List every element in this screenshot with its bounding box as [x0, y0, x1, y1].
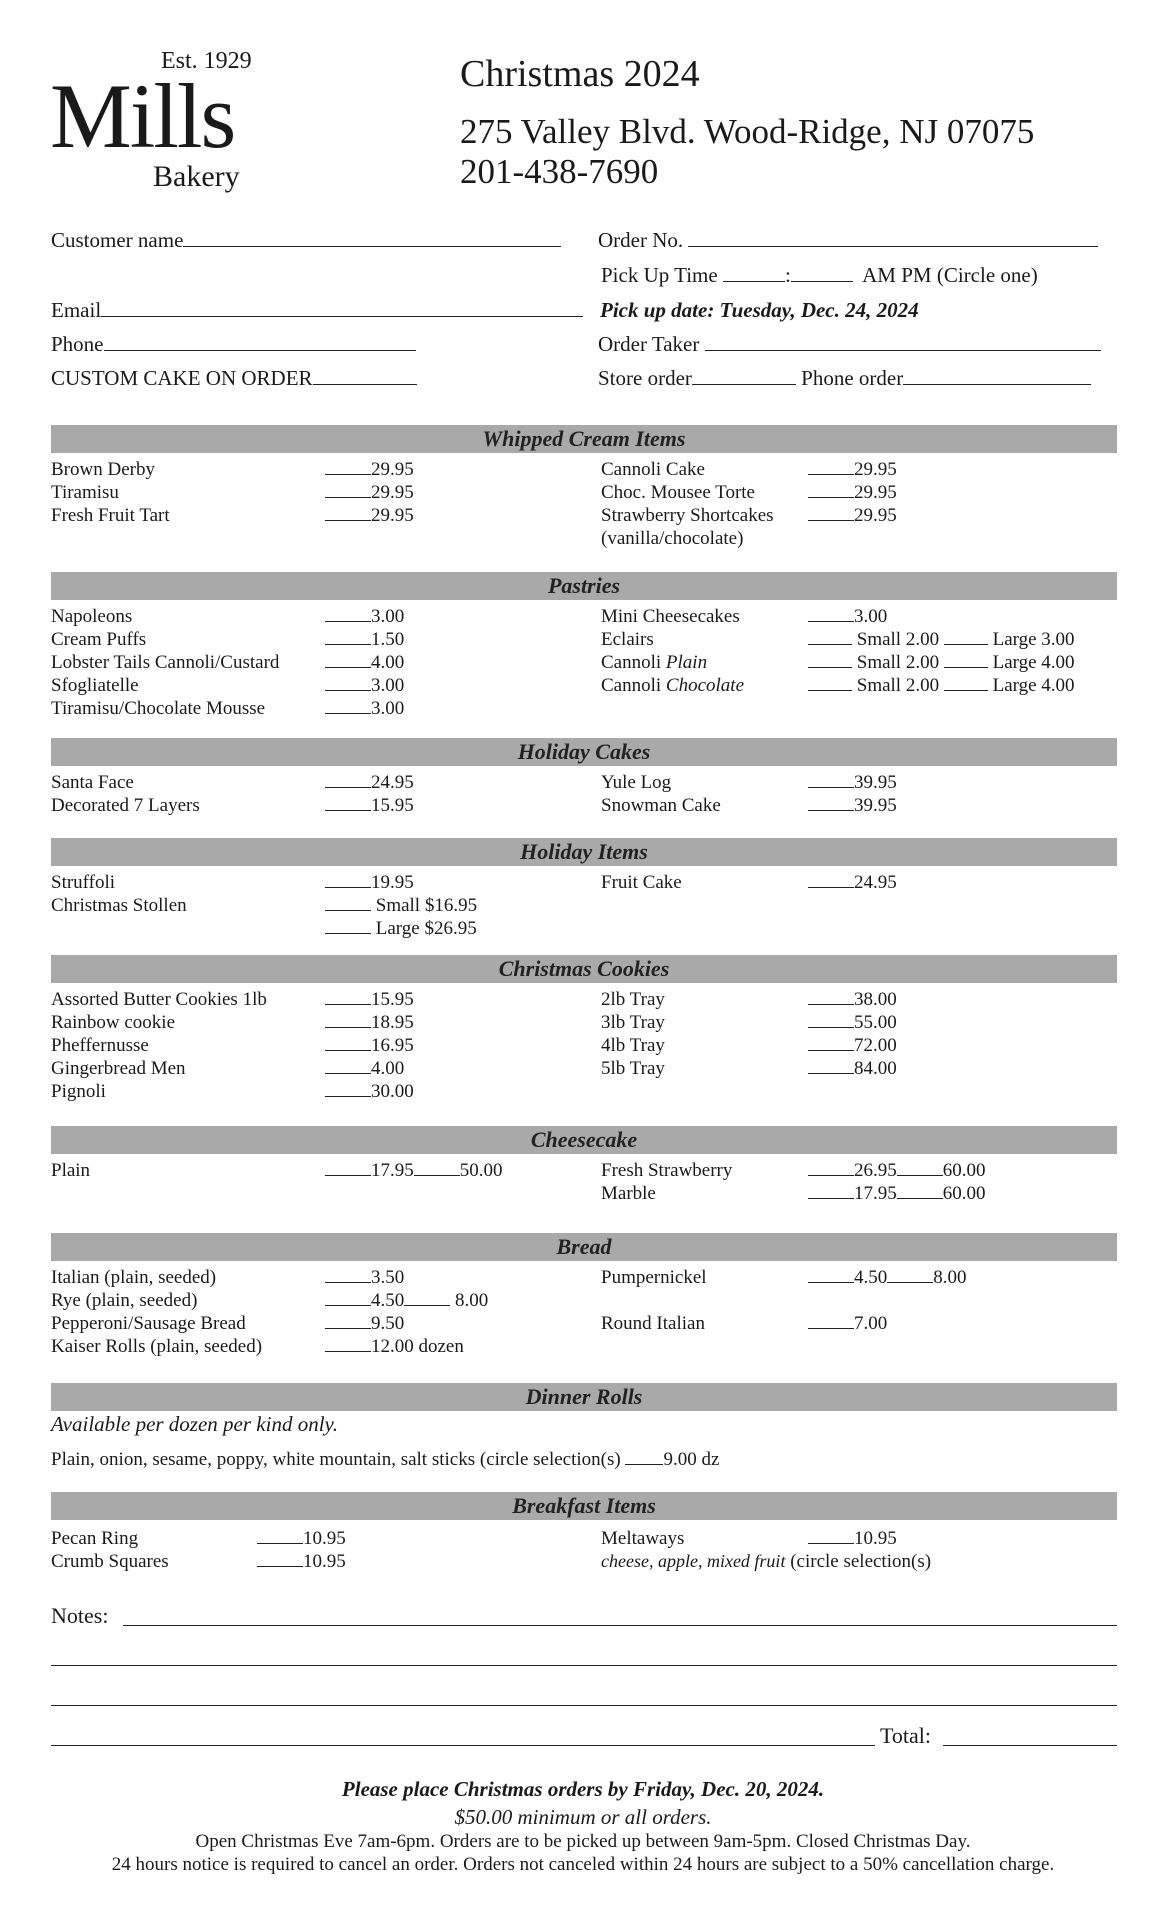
item-name: Decorated 7 Layers — [51, 795, 200, 816]
price: 1.50 — [371, 629, 405, 650]
cookies-left-names — [51, 988, 267, 1103]
item-name: Gingerbread Men — [51, 1058, 186, 1079]
qty-blank[interactable] — [808, 1312, 854, 1329]
qty-blank[interactable] — [944, 651, 988, 668]
phone-order-line[interactable] — [903, 383, 1091, 385]
item-name: Pignoli — [51, 1081, 106, 1102]
price: 29.95 — [371, 482, 414, 503]
order-taker-field[interactable] — [598, 332, 1101, 357]
qty-blank[interactable] — [325, 674, 371, 691]
qty-blank[interactable] — [808, 1182, 854, 1199]
customer-name-line[interactable] — [183, 245, 561, 247]
pickup-minute-line[interactable] — [791, 280, 853, 282]
store-phone: 201-438-7690 — [460, 152, 659, 191]
price: 10.95 — [303, 1551, 346, 1572]
qty-blank[interactable] — [325, 1034, 371, 1051]
price: 3.00 — [854, 606, 888, 627]
price: 29.95 — [854, 459, 897, 480]
phone-field[interactable] — [51, 332, 416, 357]
notes-label: Notes: — [51, 1603, 109, 1628]
order-deadline: Please place Christmas orders by Friday, Dec. 20, 2024. — [341, 1777, 825, 1801]
price: 39.95 — [854, 795, 897, 816]
qty-blank[interactable] — [944, 628, 988, 645]
store-order-line[interactable] — [692, 383, 796, 385]
section-header-whipped-cream: Whipped Cream Items — [51, 425, 1117, 453]
price: 15.95 — [371, 795, 414, 816]
price: 19.95 — [371, 872, 414, 893]
holiday-cakes-left-names — [51, 771, 200, 817]
price: 4.00 — [371, 652, 405, 673]
qty-blank[interactable] — [325, 1289, 371, 1306]
pickup-time-colon: : — [784, 263, 791, 287]
qty-size-price[interactable]: Small 2.00 Large 3.00 — [808, 628, 1075, 651]
total-line[interactable] — [943, 1723, 1117, 1746]
item-name: Cannoli Cake — [601, 459, 705, 480]
notes-line[interactable] — [123, 1603, 1117, 1626]
qty-blank[interactable] — [808, 988, 854, 1005]
order-no-label: Order No. — [598, 228, 684, 252]
whipped-left-prices[interactable] — [325, 458, 414, 527]
qty-size-price[interactable]: Small 2.00 Large 4.00 — [808, 674, 1075, 697]
pastries-right-prices[interactable] — [808, 605, 1075, 697]
pickup-ampm[interactable]: AM PM (Circle one) — [862, 263, 1038, 287]
phone-order-label: Phone order — [801, 366, 904, 390]
qty-price[interactable] — [325, 1312, 488, 1335]
section-header-cheesecake: Cheesecake — [51, 1126, 1117, 1154]
section-header-breakfast: Breakfast Items — [51, 1492, 1117, 1520]
order-minimum: $50.00 minimum or all orders. — [454, 1805, 712, 1829]
order-taker-label: Order Taker — [598, 332, 700, 356]
price: 3.00 — [371, 606, 405, 627]
item-name: Fresh Strawberry — [601, 1160, 733, 1181]
pastries-left-names — [51, 605, 279, 720]
item-name: Kaiser Rolls (plain, seeded) — [51, 1336, 263, 1357]
price: 29.95 — [371, 459, 414, 480]
qty-blank[interactable] — [325, 988, 371, 1005]
store-phone-order-field[interactable] — [598, 366, 1091, 391]
qty-price[interactable] — [325, 988, 414, 1011]
qty-blank[interactable] — [325, 458, 371, 475]
item-name: Choc. Mousee Torte — [601, 482, 755, 503]
price: 17.95 — [854, 1183, 897, 1204]
qty-blank[interactable] — [808, 1057, 854, 1074]
item-name: Tiramisu — [51, 482, 119, 503]
price: 9.00 dz — [663, 1449, 720, 1470]
item-name: Marble — [601, 1183, 656, 1204]
qty-price[interactable] — [808, 1266, 967, 1289]
price: 3.00 — [371, 698, 405, 719]
cookies-left-prices[interactable] — [325, 988, 414, 1103]
item-name: Mini Cheesecakes — [601, 606, 740, 627]
item-name: Eclairs — [601, 629, 654, 650]
item-name: Pumpernickel — [601, 1267, 707, 1288]
qty-price[interactable] — [325, 1080, 414, 1103]
price: 10.95 — [303, 1528, 346, 1549]
cookies-right-names — [601, 988, 665, 1080]
qty-price[interactable] — [808, 1011, 897, 1034]
dinner-rolls-options[interactable]: Plain, onion, sesame, poppy, white mountain, salt sticks (circle selection(s) — [51, 1449, 621, 1470]
item-name: Round Italian — [601, 1313, 705, 1334]
qty-blank[interactable] — [897, 1159, 943, 1176]
order-no-line[interactable] — [688, 245, 1098, 247]
qty-price[interactable] — [325, 1289, 488, 1312]
section-header-dinner-rolls: Dinner Rolls — [51, 1383, 1117, 1411]
price: 29.95 — [854, 505, 897, 526]
item-name: Strawberry Shortcakes — [601, 505, 774, 526]
store-order-label: Store order — [598, 366, 692, 390]
item-name: Snowman Cake — [601, 795, 721, 816]
bread-left-names — [51, 1266, 262, 1358]
cancellation-policy: 24 hours notice is required to cancel an order. Orders not canceled within 24 hours are subject to a 50% cancellation charge. — [111, 1854, 1055, 1875]
item-note: (vanilla/chocolate) — [601, 528, 744, 549]
item-name: Sfogliatelle — [51, 675, 139, 696]
qty-price[interactable] — [325, 1266, 488, 1289]
phone-label: Phone — [51, 332, 104, 356]
custom-cake-label: CUSTOM CAKE ON ORDER — [51, 366, 313, 390]
price: 24.95 — [371, 772, 414, 793]
custom-cake-field[interactable] — [51, 366, 417, 391]
qty-price[interactable] — [325, 771, 414, 794]
qty-price[interactable] — [808, 605, 1075, 628]
price: 60.00 — [942, 1183, 986, 1204]
qty-price[interactable] — [325, 674, 404, 697]
price: Small $16.95 — [375, 895, 478, 916]
qty-price[interactable] — [325, 794, 414, 817]
qty-blank[interactable] — [808, 605, 854, 622]
item-name: 3lb Tray — [601, 1012, 665, 1033]
qty-blank[interactable] — [808, 1266, 854, 1283]
qty-price[interactable] — [808, 1159, 986, 1182]
notes-line[interactable] — [51, 1723, 875, 1746]
qty-blank[interactable] — [325, 481, 371, 498]
item-name: Yule Log — [601, 772, 672, 793]
section-header-christmas-cookies: Christmas Cookies — [51, 955, 1117, 983]
item-name: Plain — [51, 1160, 91, 1181]
qty-blank[interactable] — [325, 628, 371, 645]
item-name: 5lb Tray — [601, 1058, 665, 1079]
item-name: Cream Puffs — [51, 629, 147, 650]
item-name: Crumb Squares — [51, 1551, 169, 1572]
qty-blank[interactable] — [808, 1527, 854, 1544]
qty-blank[interactable] — [808, 871, 854, 888]
qty-blank[interactable] — [808, 504, 854, 521]
qty-blank[interactable] — [257, 1550, 303, 1567]
qty-price[interactable] — [325, 1335, 488, 1358]
qty-blank[interactable] — [325, 504, 371, 521]
notes-line[interactable] — [51, 1683, 1117, 1706]
price: 9.50 — [371, 1313, 405, 1334]
qty-price[interactable] — [808, 1034, 897, 1057]
qty-blank[interactable] — [325, 697, 371, 714]
qty-blank[interactable] — [325, 1312, 371, 1329]
qty-price[interactable] — [325, 1011, 414, 1034]
qty-price[interactable] — [808, 504, 897, 527]
qty-price[interactable] — [325, 481, 414, 504]
breakfast-left-prices[interactable] — [257, 1527, 346, 1573]
custom-cake-line[interactable] — [313, 383, 417, 385]
item-name: Lobster Tails Cannoli/Custard — [51, 652, 280, 673]
qty-price[interactable] — [808, 871, 897, 894]
price: 84.00 — [854, 1058, 897, 1079]
price: Large $26.95 — [375, 918, 477, 939]
cheesecake-right-names — [601, 1159, 732, 1205]
price: 50.00 — [459, 1160, 503, 1181]
price: 30.00 — [371, 1081, 414, 1102]
qty-price[interactable] — [325, 871, 477, 894]
price: 72.00 — [854, 1035, 897, 1056]
item-name: Rye (plain, seeded) — [51, 1290, 198, 1311]
qty-blank[interactable] — [414, 1159, 460, 1176]
holiday-items-left-names — [51, 871, 187, 917]
item-name: 2lb Tray — [601, 989, 665, 1010]
price: 18.95 — [371, 1012, 414, 1033]
qty-price[interactable] — [325, 1159, 503, 1182]
item-name: Pepperoni/Sausage Bread — [51, 1313, 246, 1334]
pickup-time-field[interactable] — [601, 263, 1038, 288]
pickup-date: Pick up date: Tuesday, Dec. 24, 2024 — [600, 298, 919, 322]
qty-price[interactable] — [808, 988, 897, 1011]
customer-name-label: Customer name — [51, 228, 184, 252]
whipped-right-names — [601, 458, 774, 550]
breakfast-left-names — [51, 1527, 169, 1573]
holiday-cakes-right-names — [601, 771, 721, 817]
qty-blank[interactable] — [325, 651, 371, 668]
qty-price[interactable] — [808, 1527, 897, 1550]
page-title: Christmas 2024 — [460, 53, 700, 95]
qty-blank[interactable] — [887, 1266, 933, 1283]
qty-blank[interactable] — [325, 1057, 371, 1074]
section-header-pastries: Pastries — [51, 572, 1117, 600]
price: 16.95 — [371, 1035, 414, 1056]
item-name: Brown Derby — [51, 459, 155, 480]
order-taker-line[interactable] — [705, 349, 1101, 351]
qty-blank[interactable] — [808, 794, 854, 811]
meltaways-options[interactable]: cheese, apple, mixed fruit (circle selection(s) — [601, 1551, 932, 1572]
order-no-field[interactable] — [598, 228, 1098, 253]
qty-blank[interactable] — [325, 1011, 371, 1028]
item-name: Cannoli Chocolate — [601, 675, 745, 696]
store-hours: Open Christmas Eve 7am-6pm. Orders are to be picked up between 9am-5pm. Closed Christmas Day. — [195, 1831, 971, 1852]
qty-blank[interactable] — [808, 651, 852, 668]
qty-blank[interactable] — [808, 458, 854, 475]
phone-line[interactable] — [104, 349, 416, 351]
qty-price[interactable] — [325, 628, 404, 651]
price: 8.00 — [455, 1290, 489, 1311]
price: 24.95 — [854, 872, 897, 893]
qty-blank[interactable] — [897, 1182, 943, 1199]
qty-blank[interactable] — [808, 628, 852, 645]
pickup-hour-line[interactable] — [723, 280, 785, 282]
qty-price[interactable] — [808, 481, 897, 504]
qty-blank[interactable] — [944, 674, 988, 691]
price: 15.95 — [371, 989, 414, 1010]
qty-blank[interactable] — [808, 1034, 854, 1051]
qty-size-price[interactable] — [325, 894, 477, 917]
price: 7.00 — [854, 1313, 888, 1334]
qty-size-price[interactable] — [325, 917, 477, 940]
holiday-cakes-right-prices[interactable] — [808, 771, 897, 817]
qty-price[interactable] — [325, 605, 404, 628]
qty-price[interactable] — [808, 1057, 897, 1080]
qty-blank[interactable] — [325, 917, 371, 934]
price: 10.95 — [854, 1528, 897, 1549]
item-name: 4lb Tray — [601, 1035, 665, 1056]
section-header-holiday-cakes: Holiday Cakes — [51, 738, 1117, 766]
item-name: Pecan Ring — [51, 1528, 139, 1549]
qty-blank[interactable] — [808, 1011, 854, 1028]
section-header-bread: Bread — [51, 1233, 1117, 1261]
email-field[interactable] — [51, 298, 583, 323]
qty-blank[interactable] — [808, 1159, 854, 1176]
cookies-right-prices[interactable] — [808, 988, 897, 1080]
qty-blank[interactable] — [257, 1527, 303, 1544]
item-name: Fruit Cake — [601, 872, 682, 893]
qty-blank[interactable] — [325, 771, 371, 788]
item-name: Italian (plain, seeded) — [51, 1267, 217, 1288]
price: 26.95 — [854, 1160, 897, 1181]
brand-subtitle: Bakery — [153, 160, 240, 193]
email-label: Email — [51, 298, 102, 322]
qty-price[interactable] — [325, 1034, 414, 1057]
item-name: Santa Face — [51, 772, 134, 793]
holiday-items-left-prices[interactable] — [325, 871, 477, 940]
qty-price[interactable] — [808, 794, 897, 817]
qty-blank[interactable] — [808, 674, 852, 691]
item-name: Struffoli — [51, 872, 116, 893]
item-name: Pheffernusse — [51, 1035, 149, 1056]
qty-price[interactable] — [325, 458, 414, 481]
qty-blank[interactable] — [625, 1463, 663, 1465]
qty-blank[interactable] — [808, 481, 854, 498]
price: 29.95 — [371, 505, 414, 526]
bread-left-prices[interactable] — [325, 1266, 488, 1358]
qty-blank[interactable] — [325, 1266, 371, 1283]
item-name: Rainbow cookie — [51, 1012, 176, 1033]
qty-blank[interactable] — [325, 871, 371, 888]
est-year: Est. 1929 — [161, 48, 252, 74]
price: 17.95 — [371, 1160, 414, 1181]
price: 4.50 — [854, 1267, 888, 1288]
qty-price[interactable] — [325, 1057, 414, 1080]
brand-logo: Mills — [50, 65, 235, 167]
qty-price[interactable] — [257, 1550, 346, 1573]
pickup-time-label: Pick Up Time — [601, 263, 718, 287]
item-name: Assorted Butter Cookies 1lb — [51, 989, 267, 1010]
item-name: Cannoli Plain — [601, 652, 708, 673]
item-name: Christmas Stollen — [51, 895, 187, 916]
email-line[interactable] — [101, 315, 583, 317]
qty-price[interactable] — [325, 651, 404, 674]
holiday-cakes-left-prices[interactable] — [325, 771, 414, 817]
price: 3.00 — [371, 675, 405, 696]
qty-blank[interactable] — [325, 1080, 371, 1097]
price: 38.00 — [854, 989, 897, 1010]
qty-size-price[interactable]: Small 2.00 Large 4.00 — [808, 651, 1075, 674]
pastries-right-names — [601, 605, 744, 697]
qty-blank[interactable] — [325, 794, 371, 811]
item-name: Meltaways — [601, 1528, 685, 1549]
whipped-left-names — [51, 458, 170, 527]
price: 3.50 — [371, 1267, 405, 1288]
price: 60.00 — [942, 1160, 986, 1181]
store-address: 275 Valley Blvd. Wood-Ridge, NJ 07075 — [460, 112, 1035, 151]
price: 4.50 — [371, 1290, 405, 1311]
dinner-rolls-note: Available per dozen per kind only. — [51, 1412, 338, 1436]
qty-blank[interactable] — [325, 1159, 371, 1176]
price: 29.95 — [854, 482, 897, 503]
item-name: Tiramisu/Chocolate Mousse — [51, 698, 266, 719]
qty-price[interactable] — [808, 458, 897, 481]
qty-blank[interactable] — [325, 894, 371, 911]
item-name: Napoleons — [51, 606, 133, 627]
price: 8.00 — [933, 1267, 967, 1288]
item-name: Fresh Fruit Tart — [51, 505, 170, 526]
qty-price[interactable] — [257, 1527, 346, 1550]
qty-price[interactable] — [325, 504, 414, 527]
qty-price[interactable] — [808, 771, 897, 794]
qty-blank[interactable] — [808, 771, 854, 788]
price: 39.95 — [854, 772, 897, 793]
whipped-right-prices[interactable] — [808, 458, 897, 527]
qty-price[interactable] — [808, 1312, 887, 1335]
qty-price[interactable] — [808, 1182, 986, 1205]
customer-name-field[interactable] — [51, 228, 561, 253]
qty-price[interactable] — [325, 697, 404, 720]
section-header-holiday-items: Holiday Items — [51, 838, 1117, 866]
qty-blank[interactable] — [325, 605, 371, 622]
total-label: Total: — [880, 1723, 932, 1748]
price: 55.00 — [854, 1012, 897, 1033]
qty-blank[interactable] — [325, 1335, 371, 1352]
qty-blank[interactable] — [404, 1289, 450, 1306]
dinner-rolls-line[interactable] — [51, 1448, 719, 1471]
price: 4.00 — [371, 1058, 405, 1079]
cheesecake-right-prices[interactable] — [808, 1159, 986, 1205]
pastries-left-prices[interactable] — [325, 605, 404, 720]
notes-line[interactable] — [51, 1643, 1117, 1666]
price: 12.00 dozen — [371, 1336, 464, 1357]
